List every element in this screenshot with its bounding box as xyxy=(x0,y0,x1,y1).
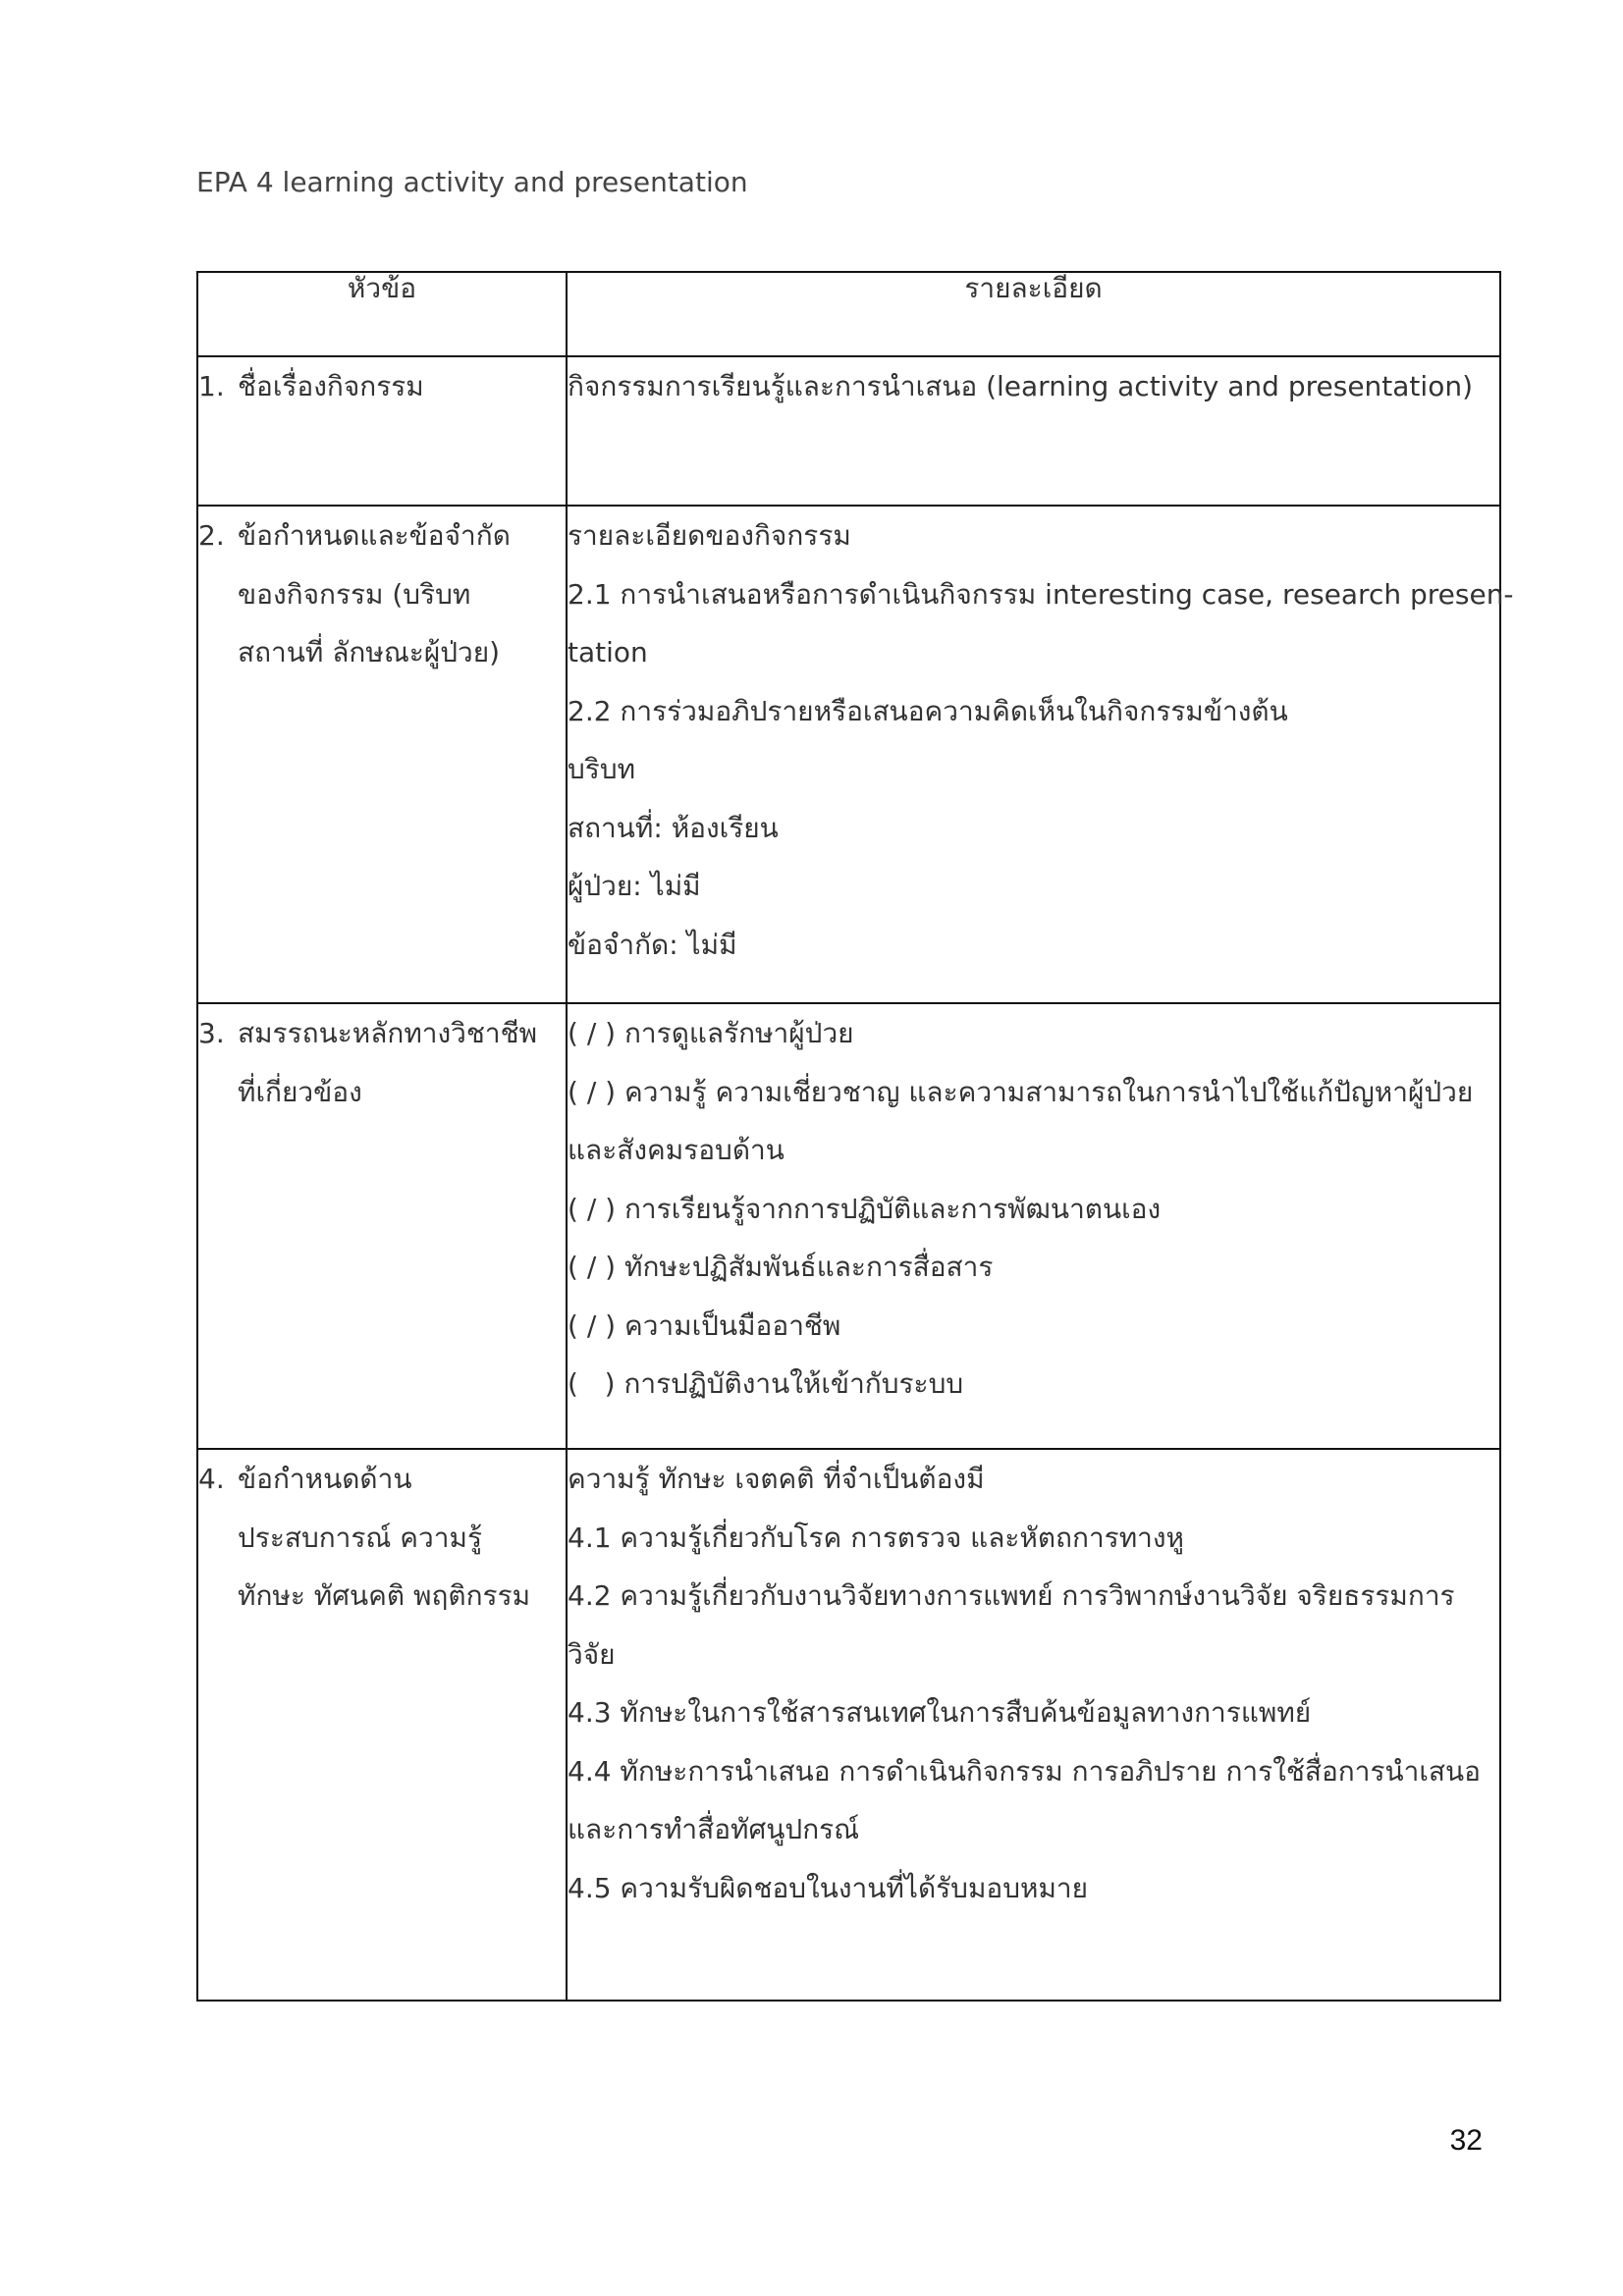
detail-line: บริบท xyxy=(568,753,636,785)
topic-cell xyxy=(197,1003,567,1449)
detail-line: ( / ) ทักษะปฏิสัมพันธ์และการสื่อสาร xyxy=(568,1251,994,1283)
detail-cell xyxy=(567,1449,1500,2001)
header-detail: รายละเอียด xyxy=(567,272,1500,356)
detail-line: 2.2 การร่วมอภิปรายหรือเสนอความคิดเห็นในกิจกรรมข้างต้น xyxy=(568,694,1288,727)
detail-line: 2.1 การนำเสนอหรือการดำเนินกิจกรรม interesting case, research presen- xyxy=(568,577,1514,611)
detail-line: ความรู้ ทักษะ เจตคติ ที่จำเป็นต้องมี xyxy=(568,1463,985,1495)
detail-line: และสังคมรอบด้าน xyxy=(568,1134,784,1166)
detail-line: 4.3 ทักษะในการใช้สารสนเทศในการสืบค้นข้อมูลทางการแพทย์ xyxy=(568,1696,1312,1729)
detail-line: สถานที่: ห้องเรียน xyxy=(568,811,779,844)
topic-text: ชื่อเรื่องกิจกรรม xyxy=(238,370,424,402)
detail-line: ( / ) ความรู้ ความเชี่ยวชาญ และความสามารถในการนำไปใช้แก้ปัญหาผู้ป่วย xyxy=(568,1075,1474,1108)
topic-text: ข้อกำหนดและข้อจำกัด xyxy=(238,519,511,552)
document-heading: EPA 4 learning activity and presentation xyxy=(196,166,748,198)
table-row xyxy=(197,506,1500,1003)
detail-cell xyxy=(567,506,1514,1003)
detail-line: วิจัย xyxy=(568,1637,616,1671)
detail-line: 4.4 ทักษะการนำเสนอ การดำเนินกิจกรรม การอภิปราย การใช้สื่อการนำเสนอ xyxy=(568,1754,1481,1788)
detail-line: ( / ) การเรียนรู้จากการปฏิบัติและการพัฒนาตนเอง xyxy=(568,1192,1162,1225)
topic-cell xyxy=(197,506,567,1003)
table-row xyxy=(197,1003,1500,1449)
detail-line: รายละเอียดของกิจกรรม xyxy=(568,519,851,552)
detail-line: 4.1 ความรู้เกี่ยวกับโรค การตรวจ และหัตถการทางหู xyxy=(568,1521,1185,1554)
topic-line xyxy=(198,1004,566,1063)
table-row xyxy=(197,356,1500,506)
detail-line: ( / ) ความเป็นมืออาชีพ xyxy=(568,1308,841,1342)
header-topic: หัวข้อ xyxy=(197,272,567,356)
page-number: 32 xyxy=(1449,2124,1483,2157)
detail-line: 4.2 ความรู้เกี่ยวกับงานวิจัยทางการแพทย์ การวิพากษ์งานวิจัย จริยธรรมการ xyxy=(568,1579,1455,1612)
topic-line xyxy=(198,1450,566,1509)
detail-line: ( / ) การดูแลรักษาผู้ป่วย xyxy=(568,1017,854,1049)
detail-line: ผู้ป่วย: ไม่มี xyxy=(568,870,701,902)
topic-text: สมรรถนะหลักทางวิชาชีพ xyxy=(238,1017,538,1049)
topic-line: ประสบการณ์ ความรู้ xyxy=(238,1521,482,1554)
detail-cell xyxy=(567,356,1500,506)
topic-line xyxy=(198,357,566,416)
row-number: 3. xyxy=(198,1017,225,1049)
detail-cell xyxy=(567,1003,1500,1449)
topic-line xyxy=(198,507,566,565)
topic-line: ของกิจกรรม (บริบท xyxy=(238,577,471,611)
row-number: 1. xyxy=(198,370,225,402)
table-header-row xyxy=(197,272,1500,356)
row-number: 2. xyxy=(198,519,225,552)
table-row xyxy=(197,1449,1500,2001)
detail-line: กิจกรรมการเรียนรู้และการนำเสนอ (learning activity and presentation) xyxy=(568,370,1473,402)
row-number: 4. xyxy=(198,1463,225,1495)
detail-line: tation xyxy=(568,636,648,668)
topic-cell xyxy=(197,356,567,506)
detail-line: 4.5 ความรับผิดชอบในงานที่ได้รับมอบหมาย xyxy=(568,1871,1089,1904)
topic-line: สถานที่ ลักษณะผู้ป่วย) xyxy=(238,636,501,668)
detail-line: ( ) การปฏิบัติงานให้เข้ากับระบบ xyxy=(568,1367,964,1400)
detail-line: ข้อจำกัด: ไม่มี xyxy=(568,928,737,961)
topic-line: ที่เกี่ยวข้อง xyxy=(238,1075,362,1108)
detail-line: และการทำสื่อทัศนูปกรณ์ xyxy=(568,1813,860,1845)
topic-text: ข้อกำหนดด้าน xyxy=(238,1463,412,1495)
epa-table xyxy=(196,271,1514,2002)
topic-line: ทักษะ ทัศนคติ พฤติกรรม xyxy=(238,1579,531,1612)
topic-cell xyxy=(197,1449,567,2001)
